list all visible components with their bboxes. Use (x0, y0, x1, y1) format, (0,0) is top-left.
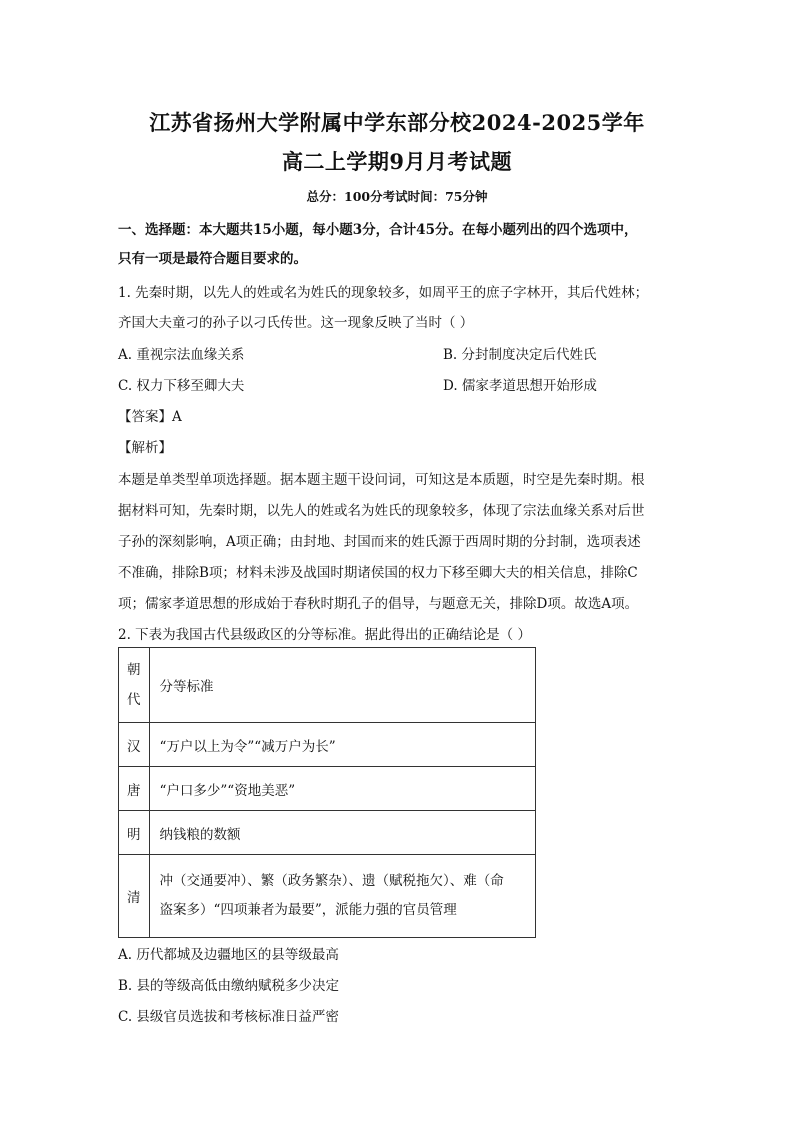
table-cell-standard: 纳钱粮的数额 (149, 811, 536, 855)
table-cell-standard: “万户以上为令”“减万户为长” (149, 723, 536, 767)
table-cell-standard-line2: 盗案多）“四项兼者为最要”，派能力强的官员管理 (159, 902, 457, 918)
question-2-option-b: B. 县的等级高低由缴纳赋税多少决定 (118, 978, 340, 994)
question-1-analysis-line: 子孙的深刻影响，A项正确；由封地、封国而来的姓氏源于西周时期的分封制，选项表述 (118, 534, 641, 550)
section-instruction-line1: 一、选择题：本大题共15小题，每小题3分，合计45分。在每小题列出的四个选项中， (118, 222, 638, 238)
table-cell-dynasty: 汉 (119, 723, 150, 767)
table-cell-dynasty: 唐 (119, 767, 150, 811)
table-row (119, 767, 536, 811)
table-header-standard: 分等标准 (149, 648, 536, 723)
question-2-stem: 2. 下表为我国古代县级政区的分等标准。据此得出的正确结论是（ ） (118, 627, 531, 643)
county-grade-table (118, 647, 536, 938)
question-1-stem-line2: 齐国大夫童刁的孙子以刁氏传世。这一现象反映了当时（ ） (118, 315, 474, 331)
question-1-analysis-line: 据材料可知，先秦时期，以先人的姓或名为姓氏的现象较多，体现了宗法血缘关系对后世 (118, 503, 645, 519)
question-1-option-c: C. 权力下移至卿大夫 (118, 378, 245, 394)
question-1-option-a: A. 重视宗法血缘关系 (118, 347, 245, 363)
question-1-option-d: D. 儒家孝道思想开始形成 (443, 378, 597, 394)
table-cell-dynasty: 明 (119, 811, 150, 855)
question-1-option-b: B. 分封制度决定后代姓氏 (443, 347, 597, 363)
table-cell-standard (149, 855, 536, 938)
exam-info: 总分：100分考试时间：75分钟 (306, 189, 488, 204)
table-row (119, 723, 536, 767)
table-header-dynasty: 朝代 (119, 648, 150, 723)
question-1-answer: 【答案】A (118, 409, 182, 425)
question-1-analysis-line: 不准确，排除B项；材料未涉及战国时期诸侯国的权力下移至卿大夫的相关信息，排除C (118, 565, 638, 581)
question-2-option-c: C. 县级官员选拔和考核标准日益严密 (118, 1009, 339, 1025)
table-row (119, 855, 536, 938)
question-1-analysis-label: 【解析】 (118, 440, 172, 456)
exam-title-line1: 江苏省扬州大学附属中学东部分校2024-2025学年 (149, 110, 645, 135)
question-2-option-a: A. 历代都城及边疆地区的县等级最高 (118, 947, 339, 963)
table-row (119, 811, 536, 855)
section-instruction-line2: 只有一项是最符合题目要求的。 (118, 251, 307, 267)
exam-title-line2: 高二上学期9月月考试题 (281, 149, 513, 174)
question-1-stem-line1: 1. 先秦时期，以先人的姓或名为姓氏的现象较多，如周平王的庶子字林开，其后代姓林； (118, 285, 649, 301)
table-cell-standard: “户口多少”“资地美恶” (149, 767, 536, 811)
table-header-row (119, 648, 536, 723)
table-cell-dynasty: 清 (119, 855, 150, 938)
question-1-analysis-line: 本题是单类型单项选择题。据本题主题干设问词，可知这是本质题，时空是先秦时期。根 (118, 472, 645, 488)
question-1-analysis-line: 项；儒家孝道思想的形成始于春秋时期孔子的倡导，与题意无关，排除D项。故选A项。 (118, 596, 639, 612)
table-cell-standard-line1: 冲（交通要冲）、繁（政务繁杂）、遗（赋税拖欠）、难（命 (159, 873, 504, 889)
